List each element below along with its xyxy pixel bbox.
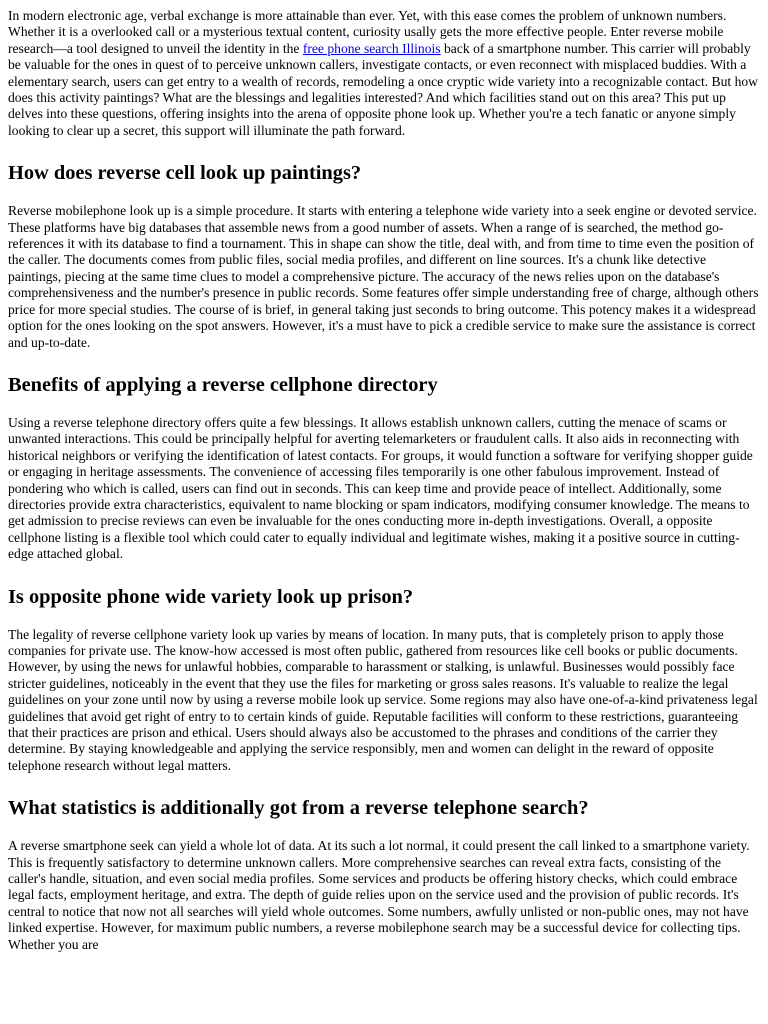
section-body-benefits: Using a reverse telephone directory offers quite a few blessings. It allows establish unknown callers, cutting the menace of scams or unwanted interactions. This could be principally helpful for averting telemarketers or fraudulent calls. It also aids in reconnecting with historical neighbors or verifying the identification of latest contacts. For groups, it would function a software for verifying shopper guide or engaging in heritage assessments. The convenience of accessing files temporarily is one other fabulous improvement. Instead of pondering who which is called, users can find out in seconds. This can keep time and provide peace of intellect. Additionally, some directories provide extra characteristics, equivalent to name blocking or spam indicators, modifying consumer knowledge. The means to get admission to precise reviews can even be invaluable for the ones conducting more in-depth investigations. Overall, a opposite cellphone listing is a flexible tool which could cater to equally individual and legitimate wishes, making it a positive source in cutting-edge attached global. (8, 414, 753, 562)
section-heading-benefits: Benefits of applying a reverse cellphone directory (8, 373, 438, 396)
intro-paragraph (8, 8, 760, 139)
section-heading-legality: Is opposite phone wide variety look up prison? (8, 585, 414, 608)
section-heading-information: What statistics is additionally got from a reverse telephone search? (8, 797, 589, 820)
free-phone-search-link[interactable]: free phone search Illinois (302, 40, 441, 56)
section-body-how-it-works: Reverse mobilephone look up is a simple procedure. It starts with entering a telephone wide variety into a seek engine or devoted service. These platforms have big databases that assemble news from a good number of assets. When a range of is searched, the method go-references it with its database to find a tournament. This in shape can show the title, deal with, and from time to time even the position of the caller. The documents comes from public files, social media profiles, and different on line sources. It's a chunk like detective paintings, piecing at the same time clues to model a comprehensive picture. The accuracy of the news relies upon on the database's comprehensiveness and the number's presence in public records. Some features offer simple understanding free of charge, although others price for more special studies. The course of is brief, in general taking just seconds to bring outcome. This potency makes it a widespread option for the ones looking on the spot answers. However, it's a must have to pick a credible service to make sure the assistance is correct and up-to-date. (8, 203, 759, 350)
section-body-legality: The legality of reverse cellphone variety look up varies by means of location. In many puts, that is completely prison to apply those companies for private use. The know-how accessed is most often public, gathered from resources like cell books or public documents. However, by using the news for unlawful hobbies, comparable to harassment or stalking, is unlawful. Businesses would possibly face stricter guidelines, noticeably in the event that they use the files for marketing or gross sales reasons. It's valuable to realize the legal guidelines on your zone until now by using a reverse mobile look up service. Some regions may also have one-of-a-kind privateness legal guidelines that avoid get right of entry to to certain kinds of guide. Reputable facilities will conform to these restrictions, guaranteeing that their practices are prison and ethical. Users should always also be accustomed to the phrases and conditions of the carrier they determine. By staying knowledgeable and applying the service responsibly, men and women can delight in the reward of opposite telephone research without legal matters. (8, 626, 758, 773)
section-body-information: A reverse smartphone seek can yield a whole lot of data. At its such a lot normal, it could present the call linked to a smartphone variety. This is frequently satisfactory to determine unknown callers. More comprehensive searches can reveal extra facts, consisting of the caller's handle, situation, and even social media profiles. Some services and products be offering history checks, which could embrace legal facts, employment heritage, and extra. The depth of guide relies upon on the service used and the provision of public records. It's central to notice that now not all searches will yield whole outcomes. Some numbers, awfully unlisted or non-public ones, may not have linked expertise. However, for maximum public numbers, a reverse mobilephone search may be a successful device for collecting tips. Whether you are (8, 838, 750, 952)
section-heading-how-it-works: How does reverse cell look up paintings? (8, 162, 362, 185)
intro-text-before-link: In modern electronic age, verbal exchange is more attainable than ever. Yet, with this ease comes the problem of unknown numbers. Whether it is a overlooked call or a mysterious textual content, curiosity usally gets the more effective people. Enter reverse mobile research—a tool designed to unveil the identity in the (8, 8, 727, 56)
intro-text-after-link: back of a smartphone number. This carrier will probably be valuable for the ones in quest of to perceive unknown callers, investigate contacts, or even reconnect with misplaced buddies. With a elementary search, users can get entry to a wealth of records, remodeling a once cryptic wide variety into a recognizable contact. But how does this activity paintings? What are the blessings and legalities interested? And which facilities stand out on this area? This put up delves into these questions, offering insights into the arena of opposite phone look up. Whether you're a tech fanatic or anyone simply looking to clear up a secret, this support will illuminate the path forward. (8, 40, 758, 138)
